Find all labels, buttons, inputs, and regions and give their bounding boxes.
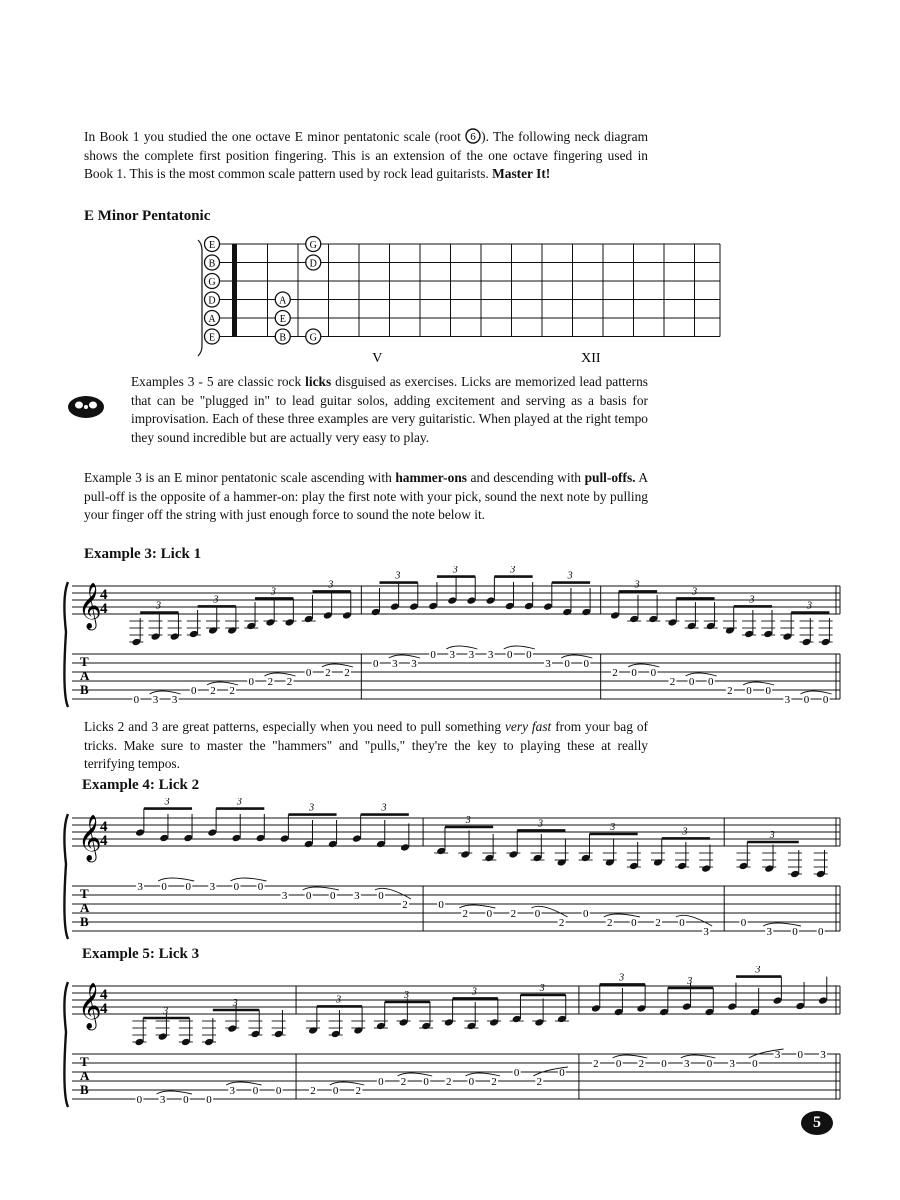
note-label: D [208,295,216,307]
audio-cd-icon [66,394,106,420]
treble-clef: 𝄞 [78,815,102,860]
system-bracket [64,982,68,1107]
triplet-mark: 3 [404,990,410,1001]
fret2-note [275,311,290,326]
triplet-mark: 3 [465,815,471,826]
page-number: 5 [801,1111,833,1135]
tab-label: T [80,654,89,669]
tab-number: 3 [281,889,288,902]
example3-title: Example 3: Lick 1 [84,546,202,562]
note-label: E [208,332,216,344]
hammer-ons-emphasis: hammer-ons [395,470,467,485]
tab-number: 0 [133,693,140,706]
system-bracket [64,814,68,939]
ex3-text-e: A pull-off is the opposite of a hammer-on: play the first note with your pick, sound the next note by pulling your finger off the string with just enough force to sound the note below it. [84,470,649,522]
triplet-mark: 3 [619,972,625,984]
fret3-note [306,329,321,344]
root-string-number: 6 [470,131,476,143]
tab-number: 3 [354,889,360,902]
tab-number: 2 [607,916,613,929]
tab-label: A [80,1068,90,1083]
tab-number: 0 [792,925,798,938]
tab-number: 0 [191,684,197,697]
open-string-note [205,255,220,270]
tab-number: 3 [159,1093,166,1106]
triplet-mark: 3 [755,966,761,976]
tab-number: 2 [491,1075,497,1088]
fret3-note [306,255,321,270]
tab-number: 0 [706,1057,713,1070]
licks-emphasis: licks [305,374,332,389]
fret3-note [306,237,321,252]
note-label: E [208,239,216,251]
note-label: G [309,332,317,344]
tab-number: 2 [612,666,618,679]
tab-number: 3 [774,1048,781,1061]
tab-number: 2 [536,1075,543,1088]
treble-clef: 𝄞 [78,583,102,628]
tab-label: T [80,1054,89,1069]
triplet-mark: 3 [687,976,693,987]
tab-number: 0 [564,657,570,670]
tab-number: 0 [423,1075,429,1088]
triplet-mark: 3 [395,570,401,582]
intro-text-1: In Book 1 you studied the one octave E minor pentatonic scale (root [84,129,466,144]
tab-number: 2 [446,1075,452,1088]
note-label: B [279,332,287,344]
triplet-mark: 3 [471,986,477,998]
licks-intro-text-c: disguised as exercises. Licks are memorized lead patterns that can be "plugged in" to lead guitar solos, adding excitement and serving as a basis for improvisation. Each of these three examples are very guitaristic. When played at the right tempo they sound incredible but are actually very easy to play. [131,374,648,445]
tab-number: 2 [400,1075,407,1088]
triplet-mark: 3 [236,798,242,808]
note-label: A [279,295,287,307]
note-label: E [279,313,286,325]
tab-number: 0 [534,907,541,920]
tab-number: 0 [161,880,167,893]
tab-number: 3 [392,657,398,670]
tab-number: 2 [267,675,274,688]
tab-number: 0 [372,657,379,670]
note-label: B [208,258,216,270]
tab-number: 0 [330,889,336,902]
licks-paragraph [84,718,648,774]
triplet-mark: 3 [452,566,458,576]
intro-text-2: ). The following neck diagram shows the complete first position fingering. This is an extension of the one octave fingering used in Book 1. This is the most common scale pattern used by rock lead guitarists. [84,129,648,181]
tab-number: 0 [468,1075,475,1088]
example5-title: Example 5: Lick 3 [82,946,200,962]
tab-number: 3 [171,693,178,706]
tab-number: 2 [669,675,676,688]
example4-title: Example 4: Lick 2 [82,777,200,793]
triplet-mark: 3 [634,579,640,591]
tab-number: 0 [615,1057,622,1070]
note-label: D [309,258,317,270]
tab-number: 0 [378,1075,384,1088]
tab-number: 0 [305,666,312,679]
tab-number: 0 [233,880,240,893]
fret-marker-v: V [372,351,383,366]
tab-number: 0 [332,1084,339,1097]
tab-number: 2 [593,1057,599,1070]
triplet-mark: 3 [163,1006,169,1017]
tab-number: 3 [766,925,772,938]
tab-number: 3 [449,648,456,661]
neck-nut [232,244,237,337]
tab-number: 3 [684,1057,690,1070]
open-string-note [205,292,220,307]
open-string-note [205,237,220,252]
very-fast-emphasis: very fast [504,719,552,734]
triplet-mark: 3 [567,570,573,582]
tab-number: 2 [355,1084,362,1097]
tab-number: 2 [310,1084,316,1097]
tab-number: 0 [661,1057,667,1070]
tab-number: 0 [185,880,191,893]
tab-number: 0 [765,684,771,697]
tab-number: 2 [727,684,733,697]
tab-number: 0 [183,1093,189,1106]
note-label: A [208,313,216,325]
triplet-mark: 3 [164,798,170,808]
tab-label: A [80,668,90,683]
triplet-mark: 3 [769,830,775,841]
master-it-emphasis: Master It! [492,166,551,181]
tab-number: 0 [740,916,747,929]
tab-number: 0 [583,657,590,670]
triplet-mark: 3 [381,802,387,814]
tab-number: 3 [545,657,551,670]
tab-label: T [80,886,89,901]
note-label: G [309,239,317,251]
neck-bracket [198,240,202,356]
open-string-note [205,311,220,326]
tab-number: 3 [487,648,494,661]
tab-number: 0 [438,898,444,911]
neck-diagram [190,228,730,368]
tab-number: 2 [402,898,408,911]
tab-number: 0 [559,1066,565,1079]
tab-number: 2 [210,684,216,697]
time-signature-bottom: 4 [100,601,108,617]
time-signature-top: 4 [100,587,108,603]
triplet-mark: 3 [538,818,544,830]
tab-number: 0 [305,889,312,902]
tab-number: 0 [248,675,254,688]
treble-clef: 𝄞 [78,983,102,1028]
licks-intro-paragraph [131,373,648,447]
triplet-mark: 3 [328,579,334,591]
tab-number: 0 [506,648,513,661]
fret2-note [275,329,290,344]
tab-number: 3 [703,925,709,938]
tab-number: 2 [638,1057,645,1070]
tab-number: 0 [275,1084,282,1097]
time-signature-top: 4 [100,987,108,1003]
example4-notation [62,798,852,948]
example5-notation [62,966,852,1116]
triplet-mark: 3 [539,983,545,994]
tab-number: 0 [688,675,695,688]
tab-number: 2 [462,907,469,920]
tab-number: 2 [325,666,331,679]
triplet-mark: 3 [156,600,162,612]
tab-number: 2 [344,666,350,679]
time-signature-top: 4 [100,819,108,835]
triplet-mark: 3 [682,826,688,838]
system-bracket [64,582,68,707]
tab-number: 0 [797,1048,804,1061]
licks-text-a: Licks 2 and 3 are great patterns, especially when you need to pull something [84,719,505,734]
tab-number: 3 [784,693,791,706]
ex3-text-a: Example 3 is an E minor pentatonic scale ascending with [84,470,396,485]
tab-number: 3 [729,1057,735,1070]
tab-number: 0 [257,880,264,893]
tab-number: 2 [229,684,235,697]
time-signature-bottom: 4 [100,833,108,849]
triplet-mark: 3 [336,994,342,1006]
tab-number: 3 [411,657,417,670]
intro-paragraph [84,128,648,184]
tab-number: 0 [679,916,685,929]
tab-number: 0 [252,1084,259,1097]
tab-number: 0 [746,684,752,697]
licks-intro-text-a: Examples 3 - 5 are classic rock [131,374,306,389]
tab-number: 3 [152,693,159,706]
time-signature-bottom: 4 [100,1001,108,1017]
triplet-mark: 3 [692,586,698,598]
tab-label: B [80,682,89,697]
pull-offs-emphasis: pull-offs. [584,470,636,485]
tab-label: B [80,1082,89,1097]
triplet-mark: 3 [610,822,616,833]
tab-label: B [80,914,89,929]
tab-number: 0 [822,693,829,706]
triplet-mark: 3 [213,594,219,606]
tab-number: 0 [650,666,657,679]
tab-label: A [80,900,90,915]
tab-number: 0 [513,1066,520,1079]
tab-number: 0 [206,1093,212,1106]
triplet-mark: 3 [749,594,755,606]
triplet-mark: 3 [270,586,276,598]
tab-number: 0 [486,907,493,920]
tab-number: 2 [655,916,661,929]
licks-text-c: from your bag of tricks. Make sure to master the "hammers" and "pulls," they're the key to playing these at really terrifying tempos. [84,719,648,771]
tab-number: 3 [820,1048,826,1061]
tab-number: 2 [510,907,517,920]
example3-notation [62,566,852,716]
tab-number: 0 [582,907,589,920]
tab-number: 3 [137,880,143,893]
tab-number: 0 [803,693,810,706]
tab-number: 0 [631,666,637,679]
tab-number: 3 [468,648,475,661]
tab-number: 3 [229,1084,235,1097]
triplet-mark: 3 [232,998,238,1009]
fret-marker-xii: XII [581,351,601,366]
tab-number: 3 [209,880,216,893]
tab-number: 0 [817,925,824,938]
string-6-circle-icon [465,128,481,144]
fret2-note [275,292,290,307]
tab-number: 0 [136,1093,143,1106]
tab-number: 0 [708,675,714,688]
tab-number: 0 [631,916,637,929]
note-label: G [208,276,216,288]
ex3-text-c: and descending with [467,470,585,485]
triplet-mark: 3 [806,600,812,612]
tab-number: 2 [558,916,565,929]
neck-diagram-title: E Minor Pentatonic [84,208,211,224]
tab-number: 0 [752,1057,758,1070]
open-string-note [205,274,220,289]
tab-number: 2 [286,675,293,688]
triplet-mark: 3 [510,566,516,576]
tab-number: 0 [526,648,532,661]
tab-number: 0 [430,648,436,661]
tab-number: 0 [378,889,384,902]
triplet-mark: 3 [309,802,315,814]
open-string-note [205,329,220,344]
example3-paragraph [84,469,648,525]
